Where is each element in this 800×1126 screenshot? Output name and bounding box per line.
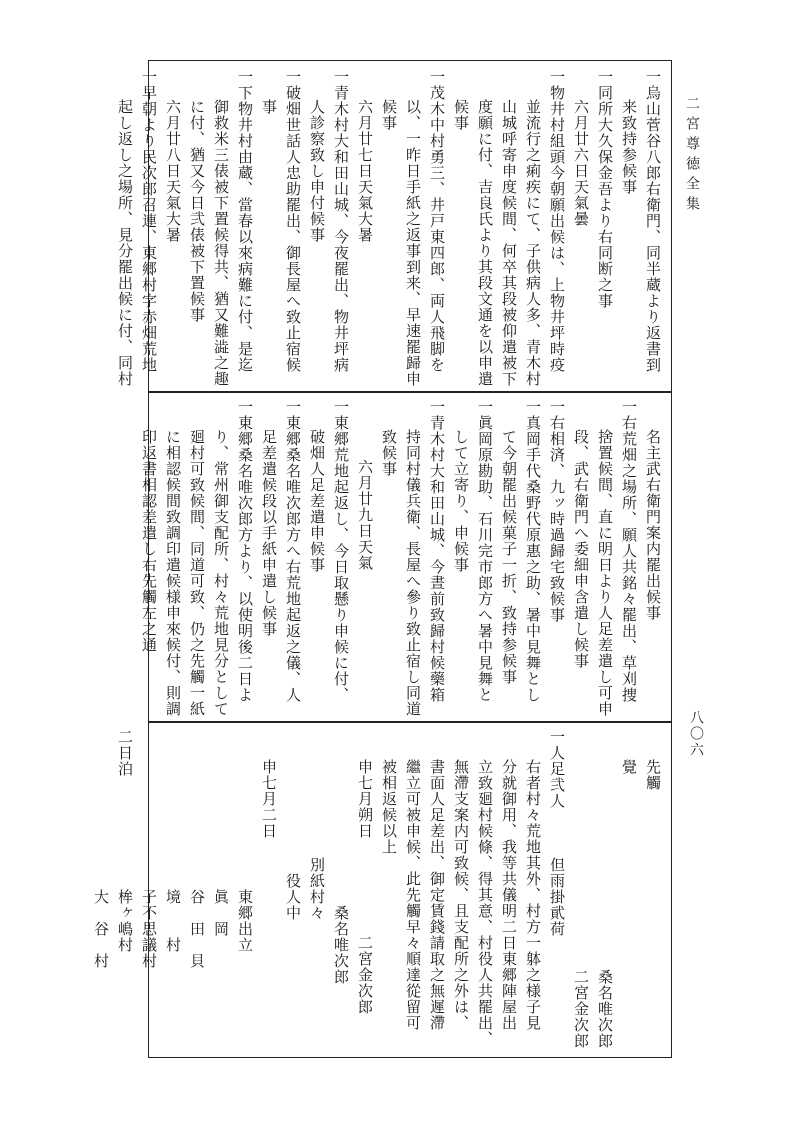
tier-divider-2 — [149, 721, 671, 723]
text-line: 一右相済、九ッ時過歸宅致候事 — [548, 399, 566, 623]
middle-tier — [140, 399, 665, 717]
tier-divider-1 — [149, 391, 671, 393]
text-line: 役人中 — [284, 729, 302, 921]
text-line: 眞 岡 — [212, 729, 230, 937]
text-line: 捨置候間、直に明日より人足差遣し可申 — [596, 429, 614, 717]
text-line: 致候事 — [380, 429, 398, 477]
text-line: 繼立可被申候、此先觸早々順達從留可 — [404, 759, 422, 1031]
text-line: 廻村可致候間、同道可致、仍之先觸一紙 — [188, 429, 206, 717]
text-line: 別紙村々 — [308, 729, 326, 921]
text-line: 一青木村大和田山城、今晝前致歸村候藥箱 — [428, 399, 446, 703]
text-line: 一東郷桑名唯次郎方へ右荒地起返之儀、人 — [284, 399, 302, 703]
text-line: 印返書相認差遣し右先觸左之通 — [140, 429, 158, 653]
text-line: 一東郷荒地起返し、今日取懸り申候に付、 — [332, 399, 350, 703]
text-line: 一右荒畑之場所、願人共銘々罷出、草刈捜 — [620, 399, 638, 703]
text-line: に相認候間致調印遣候様申來候付、則調 — [164, 429, 182, 717]
text-line: 一眞岡原勘助、石川完市郎方へ暑中見舞と — [476, 399, 494, 703]
text-line: 六月廿六日天氣曇 — [572, 99, 590, 227]
text-line: 分就御用、我等共儀明二日東郷陣屋出 — [500, 759, 518, 1031]
text-line: 二宮金次郎 — [572, 729, 590, 1049]
text-line: 谷 田 貝 — [188, 729, 206, 969]
text-line: 一人足弐人 但雨掛貮荷 — [548, 729, 566, 937]
text-line: 一真岡手代桑野代原惠之助、暑中見舞とし — [524, 399, 542, 703]
text-line: 一破畑世話人忠助罷出、御長屋へ致止宿候 — [284, 69, 302, 373]
text-line: 起し返し之場所、見分罷出候に付、同村 — [116, 99, 134, 387]
text-line: 東郷出立 — [236, 729, 254, 953]
text-line: 度願に付、吉良氏より其段文通を以申遣 — [476, 99, 494, 387]
text-line: 一同所大久保金吾より右同断之事 — [596, 69, 614, 309]
text-line: 六月廿九日天氣 — [356, 459, 374, 571]
text-line: 一青木村大和田山城、今夜罷出、物井坪病 — [332, 69, 350, 373]
text-line: 候事 — [452, 99, 470, 131]
text-line: 書面人足差出、御定賃錢請取之無遲滯 — [428, 759, 446, 1031]
text-line: 先觸 — [644, 759, 662, 791]
text-line: 右者村々荒地其外、村方一躰之様子見 — [524, 759, 542, 1031]
text-line: 子不思議村 — [140, 729, 158, 969]
text-line: 申七月二日 — [260, 759, 278, 839]
text-line: 並流行之痢疾にて、子供病人多、青木村 — [524, 99, 542, 387]
page-number: 八〇六 — [688, 710, 704, 758]
text-line: 足差遣候段以手紙申遣し候事 — [260, 429, 278, 637]
text-line: 名主武右衛門案内罷出候事 — [644, 429, 662, 621]
running-header-title: 二宮尊徳全集 — [684, 96, 700, 216]
text-line: 一下物井村由蔵、當春以來病難に付、是迄 — [236, 69, 254, 373]
text-line: 以、一昨日手紙之返事到来、早速罷歸申 — [404, 99, 422, 387]
text-line: て今朝罷出候菓子一折、致持参候事 — [500, 429, 518, 685]
text-line: 大 谷 村 — [92, 729, 110, 969]
text-line: 破畑人足差遣申候事 — [308, 429, 326, 573]
text-line: 二日泊 桙ヶ嶋村 — [116, 729, 134, 953]
text-line: 六月廿八日天氣大暑 — [164, 99, 182, 243]
text-line: 立致廻村候條、得其意、村役人共罷出、 — [476, 759, 494, 1047]
text-line: 覺 — [620, 759, 638, 775]
text-line: 桑名唯次郎 — [332, 729, 350, 985]
text-line: 境 村 — [164, 729, 182, 953]
text-line: 一早朝より民次郎召連、東郷村字赤畑荒地 — [140, 69, 158, 373]
text-line: に付、猶又今日弐俵被下置候事 — [188, 99, 206, 323]
text-line: 段、武右衛門へ委細申含遣し候事 — [572, 429, 590, 669]
text-line: 候事 — [380, 99, 398, 131]
text-line: して立寄り、申候事 — [452, 429, 470, 573]
text-line: 一東郷桑名唯次郎方より、以使明後二日よ — [236, 399, 254, 703]
text-line: 一物井村組頭今朝願出候は、上物井坪時疫 — [548, 69, 566, 373]
text-line: 事 — [260, 99, 278, 115]
text-line: 持同村儀兵衛、長屋へ參り致止宿し同道 — [404, 429, 422, 717]
text-line: 来致持参候事 — [620, 99, 638, 195]
text-line: 一烏山菅谷八郎右衛門、同半蔵より返書到 — [644, 69, 662, 373]
text-line: り、常州御支配所、村々荒地見分として — [212, 429, 230, 717]
text-line: 人診察致し申付候事 — [308, 99, 326, 243]
text-line: 一茂木中村勇三、井戸東四郎、両人飛脚を — [428, 69, 446, 373]
text-line: 申七月朔日 二宮金次郎 — [356, 759, 374, 1015]
upper-tier — [116, 69, 665, 387]
lower-tier — [92, 729, 665, 1049]
text-line: 六月廿七日天氣大暑 — [356, 99, 374, 243]
text-line: 桑名唯次郎 — [596, 729, 614, 1049]
text-line: 山城呼寄申度候間、何卒其段被仰遣被下 — [500, 99, 518, 387]
text-frame — [92, 60, 672, 1058]
text-line: 無滯支案内可致候、且支配所之外は、 — [452, 759, 470, 1031]
text-line: 被相返候以上 — [380, 759, 398, 855]
text-line: 御救米三俵被下置候得共、猶又難澁之趣 — [212, 99, 230, 387]
